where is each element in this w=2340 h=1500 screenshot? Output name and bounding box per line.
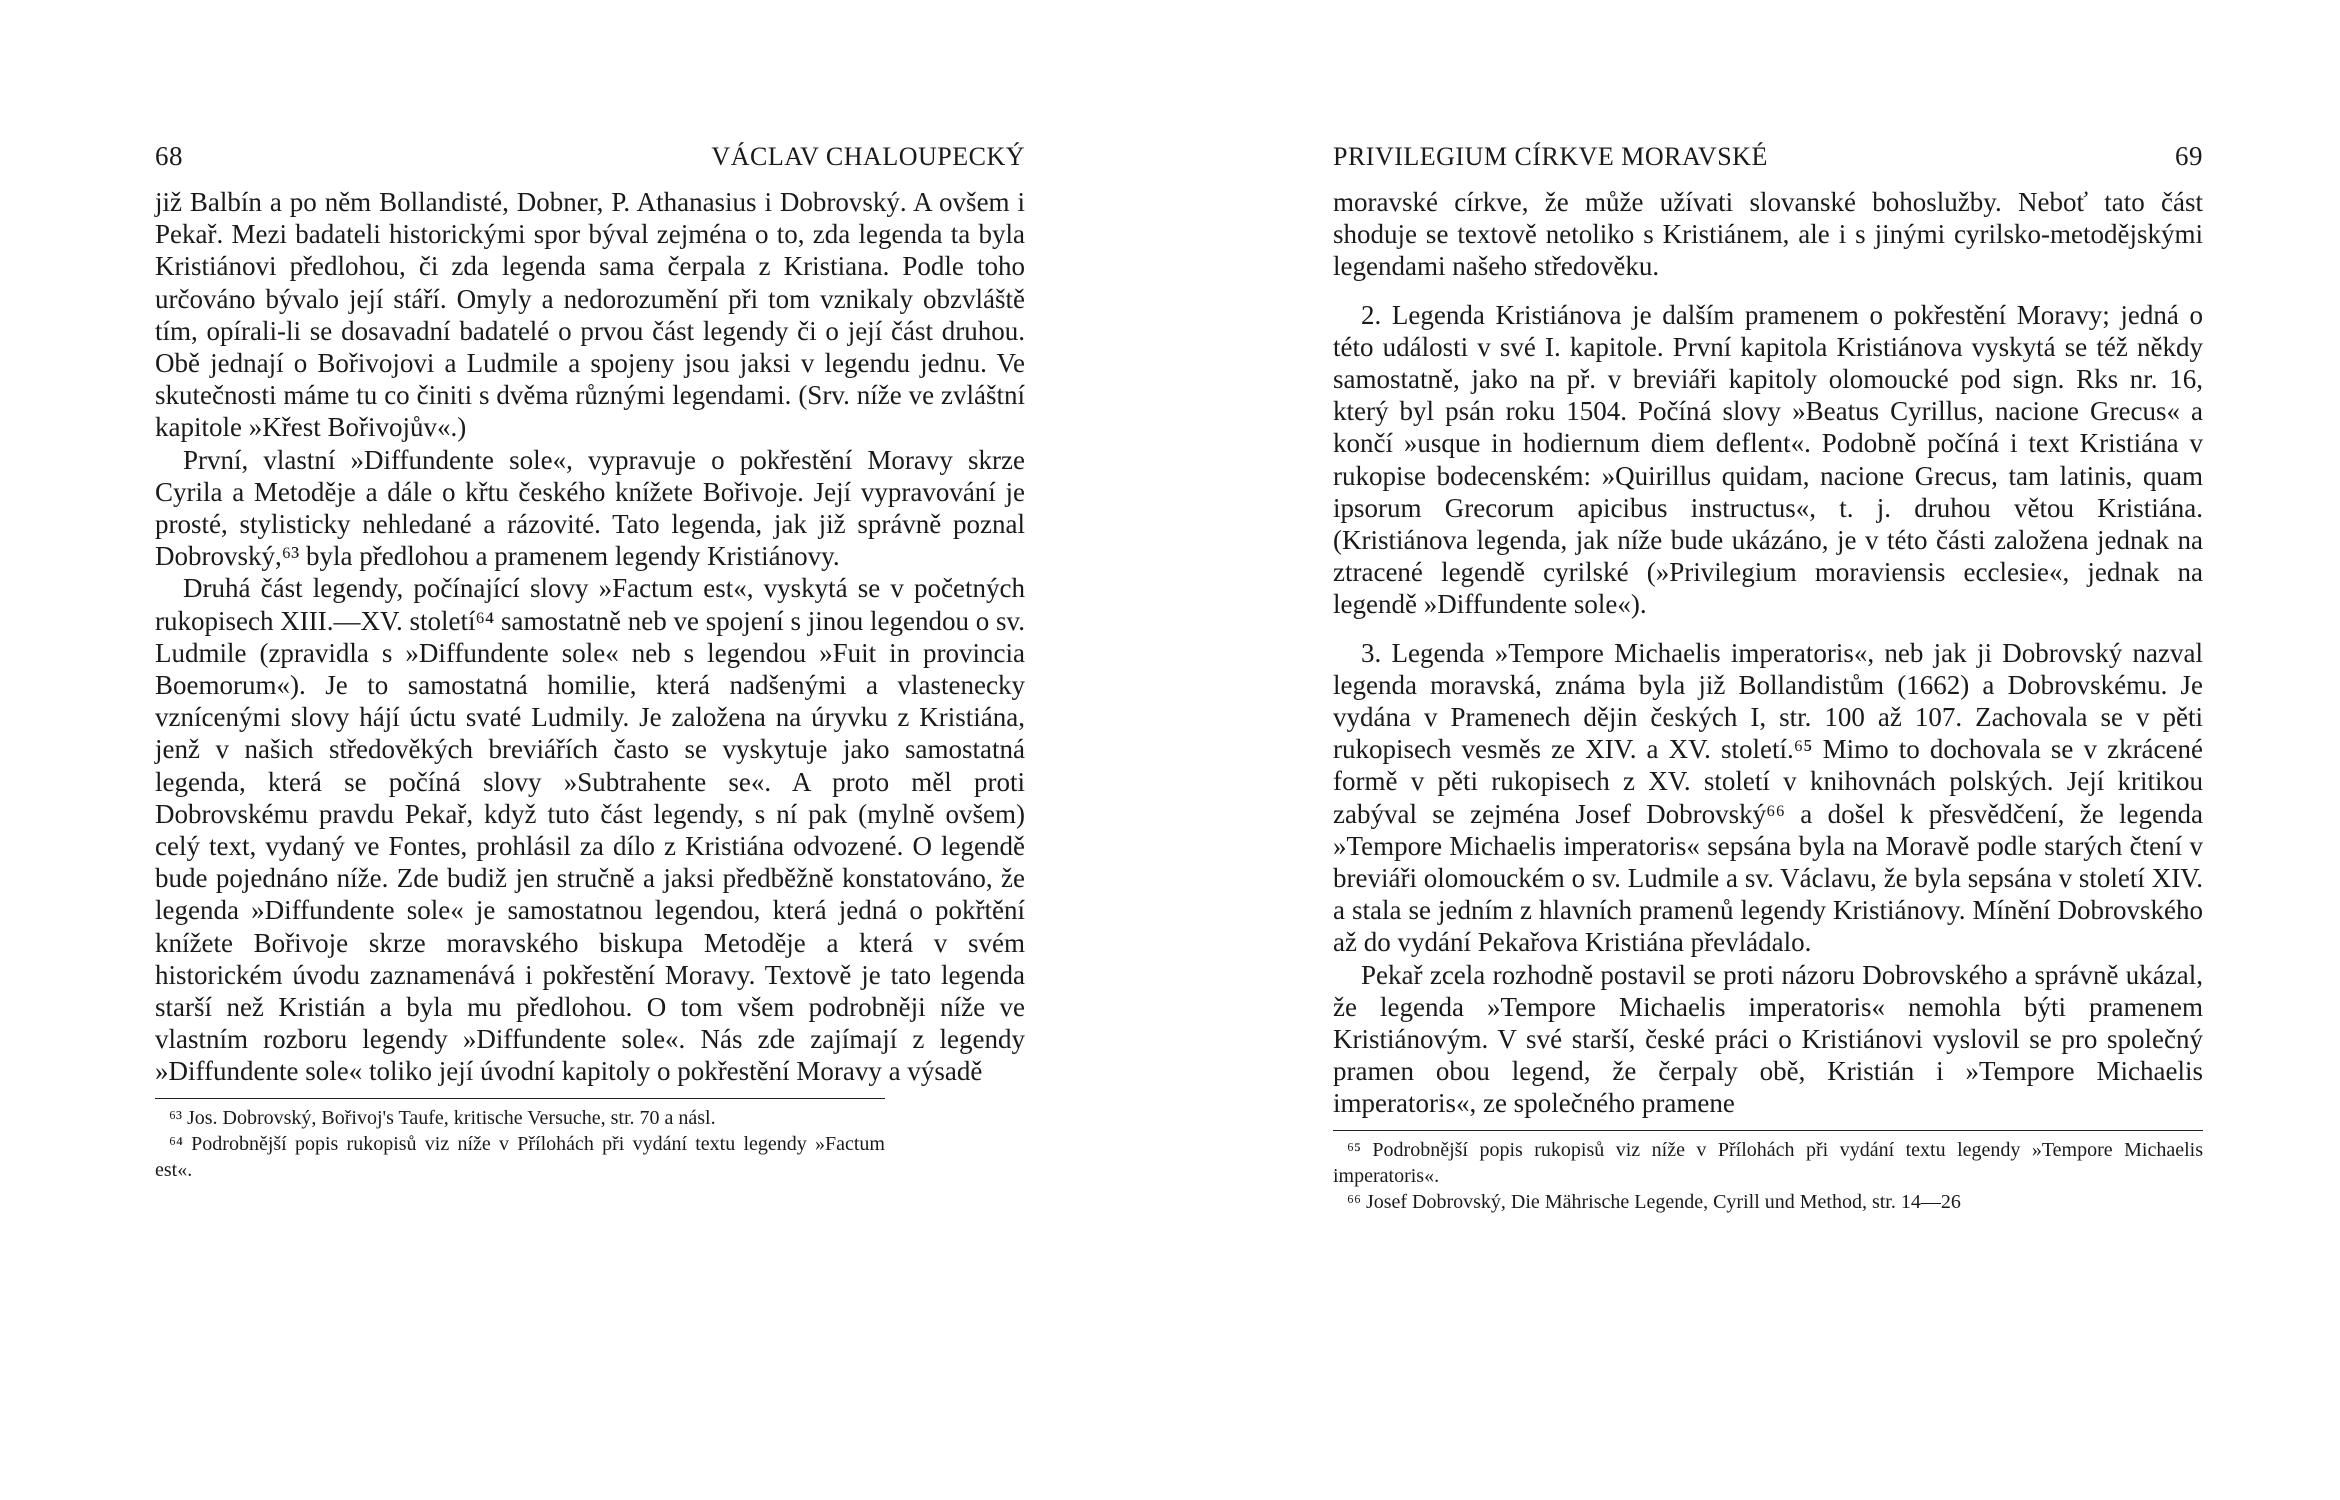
footnote: ⁶⁶ Josef Dobrovský, Die Mährische Legende, Cyrill und Method, str. 14—26 — [1347, 1190, 1961, 1213]
footnote: ⁶³ Jos. Dobrovský, Bořivoj's Taufe, kritische Versuche, str. 70 a násl. — [169, 1106, 716, 1129]
page-number: 68 — [155, 141, 183, 171]
page-number: 69 — [2175, 141, 2203, 171]
paragraph: 3. Legenda »Tempore Michaelis imperatoris«, neb jak ji Dobrovský nazval legenda moravská, známa byla již Bollandistům (1662) a Dobrovskému. Je vydána v Pramenech dějin českých I, str. 100 až 107. Zachovala se v pěti rukopisech vesměs ze XIV. a XV. století.⁶⁵ Mimo to dochovala se v zkrácené formě v pěti rukopisech z XV. století v knihovnách polských. Její kritikou zabýval se zejména Josef Dobrovský⁶⁶ a došel k přesvědčení, že legenda »Tempore Michaelis imperatoris« sepsána byla na Moravě podle starých čtení v breviáři olomouckém o sv. Ludmile a sv. Václavu, že byla sepsána v století XIV. a stala se jedním z hlavních pramenů legendy Kristiánovy. Mínění Dobrovského až do vydání Pekařova Kristiána převládalo. — [1333, 637, 2203, 958]
footnote: ⁶⁵ Podrobnější popis rukopisů viz níže v Přílohách při vydání textu legendy »Tempore Michaelis imperatoris«. — [1333, 1138, 2203, 1187]
running-head-title: PRIVILEGIUM CÍRKVE MORAVSKÉ — [1333, 142, 1768, 171]
footnotes — [155, 1098, 885, 1183]
right-page — [1333, 140, 2203, 1215]
left-page — [155, 140, 1025, 1183]
running-head-title: VÁCLAV CHALOUPECKÝ — [711, 142, 1025, 171]
running-head — [1333, 140, 2203, 186]
paragraph: Pekař zcela rozhodně postavil se proti názoru Dobrovského a správně ukázal, že legenda »Tempore Michaelis imperatoris« nemohla býti pramenem Kristiánovým. V své starší, české práci o Kristiánovi vyslovil se pro společný pramen obou legend, že čerpaly obě, Kristián i »Tempore Michaelis imperatoris«, ze společného pramene — [1333, 959, 2203, 1119]
running-head — [155, 140, 1025, 186]
paragraph: Druhá část legendy, počínající slovy »Factum est«, vyskytá se v početných rukopisech XIII.—XV. století⁶⁴ samostatně neb ve spojení s jinou legendou o sv. Ludmile (zpravidla s »Diffundente sole« neb s legendou »Fuit in provincia Boemorum«). Je to samostatná homilie, která nadšenými a vlastenecky vznícenými slovy hájí úctu svaté Ludmily. Je založena na úryvku z Kristiána, jenž v našich středověkých breviářích často se vyskytuje jako samostatná legenda, která se počíná slovy »Subtrahente se«. A proto měl proti Dobrovskému pravdu Pekař, když tuto část legendy, s ní pak (mylně ovšem) celý text, vydaný ve Fontes, prohlásil za dílo z Kristiána odvozené. O legendě bude pojednáno níže. Zde budiž jen stručně a jaksi předběžně konstatováno, že legenda »Diffundente sole« je samostatnou legendou, která jedná o pokřtění knížete Bořivoje skrze moravského biskupa Metoděje a která v svém historickém úvodu zaznamenává i pokřestění Moravy. Textově je tato legenda starší než Kristián a byla mu předlohou. O tom všem podrobněji níže ve vlastním rozboru legendy »Diffundente sole«. Nás zde zajímají z legendy »Diffundente sole« toliko její úvodní kapitoly o pokřestění Moravy a výsadě — [155, 573, 1025, 1087]
paragraph: První, vlastní »Diffundente sole«, vypravuje o pokřestění Moravy skrze Cyrila a Metoděje a dále o křtu českého knížete Bořivoje. Její vypravování je prosté, stylisticky nehledané a rázovité. Tato legenda, jak již správně poznal Dobrovský,⁶³ byla předlohou a pramenem legendy Kristiánovy. — [155, 444, 1025, 572]
paragraph: již Balbín a po něm Bollandisté, Dobner, P. Athanasius i Dobrovský. A ovšem i Pekař. Mezi badateli historickými spor býval zejména o to, zda legenda ta byla Kristiánovi předlohou, či zda legenda sama čerpala z Kristiana. Podle toho určováno bývalo její stáří. Omyly a nedorozumění při tom vznikaly obzvláště tím, opírali-li se dosavadní badatelé o prvou část legendy či o její část druhou. Obě jednají o Bořivojovi a Ludmile a spojeny jsou jaksi v legendu jednu. Ve skutečnosti máme tu co činiti s dvěma různými legendami. (Srv. níže ve zvláštní kapitole »Křest Bořivojův«.) — [155, 187, 1025, 443]
footnotes — [1333, 1130, 2203, 1215]
paragraph: 2. Legenda Kristiánova je dalším pramenem o pokřestění Moravy; jedná o této události v své I. kapitole. První kapitola Kristiánova vyskytá se též někdy samostatně, jako na př. v breviáři kapitoly olomoucké pod sign. Rks nr. 16, který byl psán roku 1504. Počíná slovy »Beatus Cyrillus, nacione Grecus« a končí »usque in hodiernum diem deflent«. Podobně počíná i text Kristiána v rukopise bodecenském: »Quirillus quidam, nacione Grecus, tam latinis, quam ipsorum Grecorum apicibus instructus«, t. j. druhou větou Kristiána. (Kristiánova legenda, jak níže bude ukázáno, je v této části založena jednak na ztracené legendě cyrilské (»Privilegium moraviensis ecclesie«, jednak na legendě »Diffundente sole«). — [1333, 299, 2203, 620]
paragraph: moravské církve, že může užívati slovanské bohoslužby. Neboť tato část shoduje se textově netoliko s Kristiánem, ale i s jinými cyrilsko-metodějskými legendami našeho středověku. — [1333, 187, 2203, 282]
footnote: ⁶⁴ Podrobnější popis rukopisů viz níže v Přílohách při vydání textu legendy »Factum est«. — [155, 1132, 885, 1181]
